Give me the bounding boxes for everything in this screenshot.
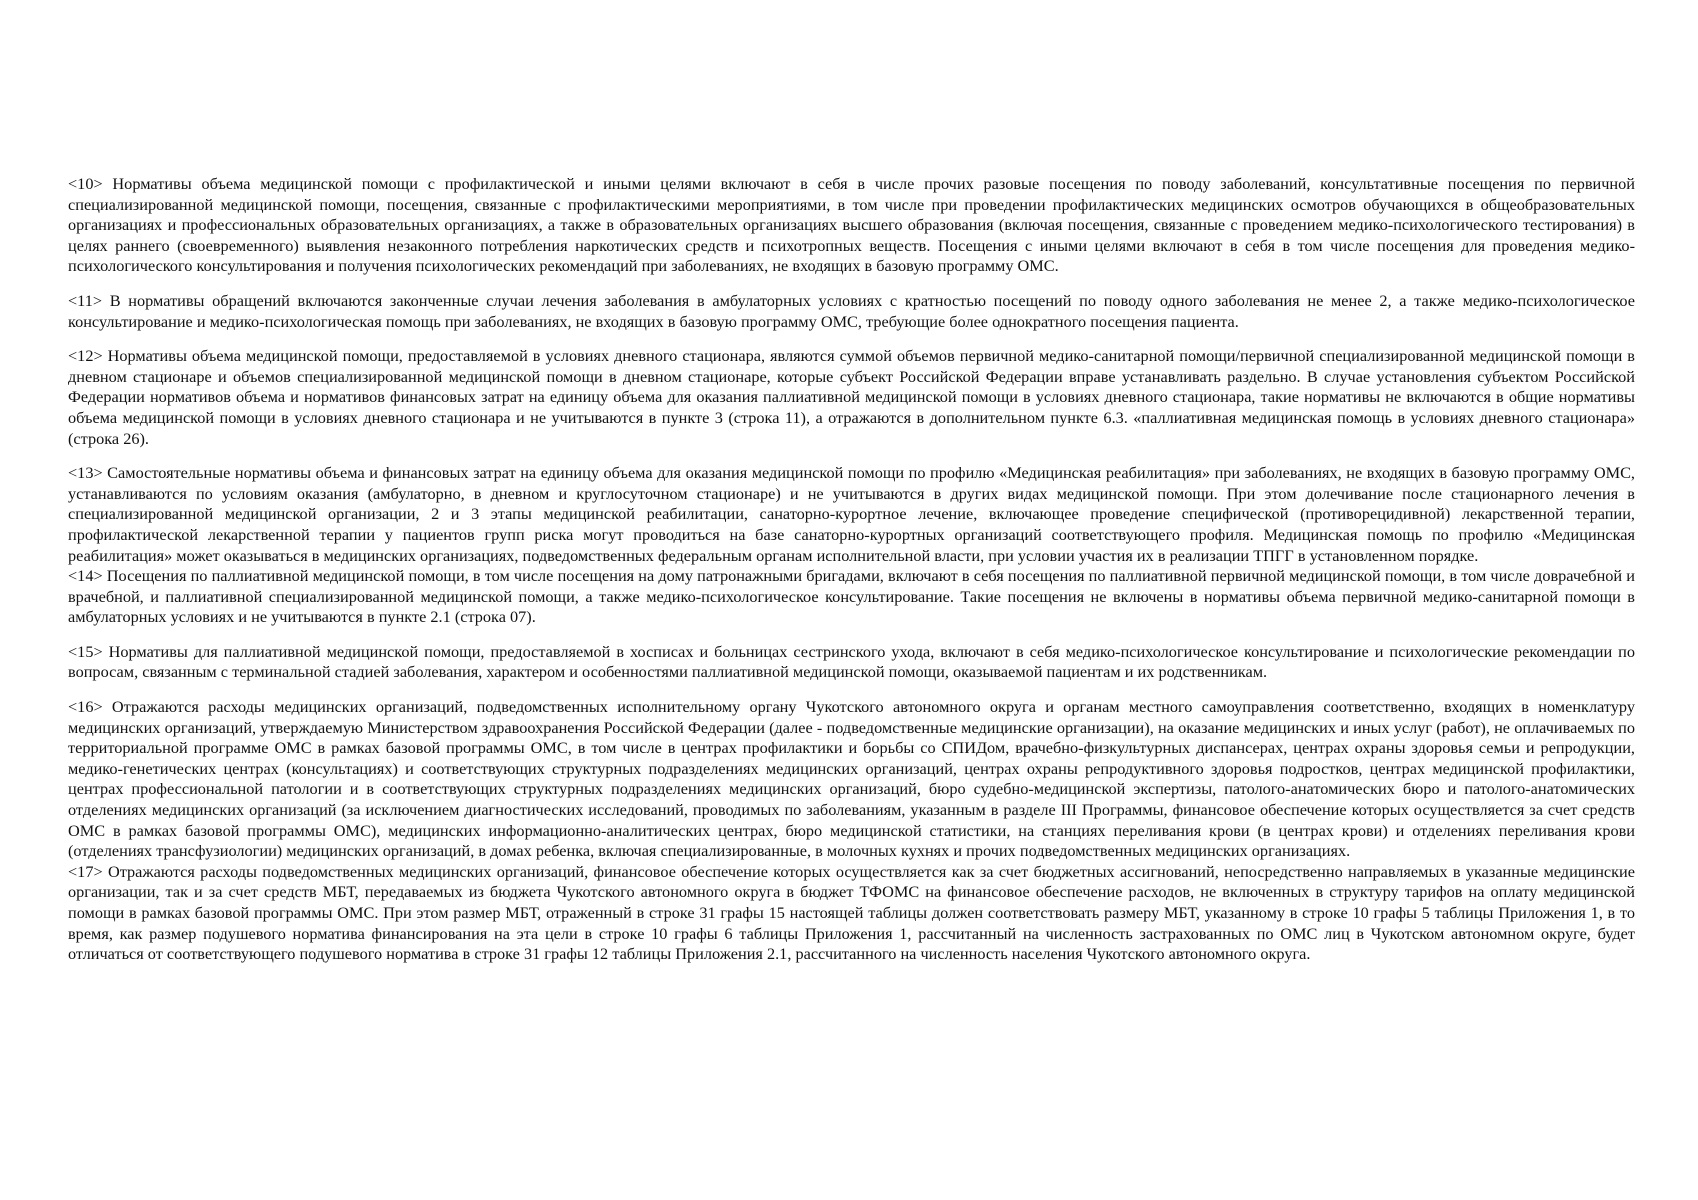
footnote-12: <12> Нормативы объема медицинской помощи, предоставляемой в условиях дневного стационара, являются суммой объемов первичной медико-санитарной помощи/первичной специализированной медицинской помощи в дневном стационаре и объемов специализированной медицинской помощи в дневном стационаре, которые субъект Российской Федерации вправе устанавливать раздельно. В случае установления субъектом Российской Федерации нормативов объема и нормативов финансовых затрат на единицу объема для оказания паллиативной медицинской помощи в условиях дневного стационара, такие нормативы не включаются в общие нормативы объема медицинской помощи в условиях дневного стационара и не учитываются в пункте 3 (строка 11), а отражаются в дополнительном пункте 6.3. «паллиативная медицинская помощь в условиях дневного стационара» (строка 26). bbox=[68, 346, 1635, 448]
footnotes-page bbox=[68, 174, 1635, 965]
footnote-13: <13> Самостоятельные нормативы объема и финансовых затрат на единицу объема для оказания медицинской помощи по профилю «Медицинская реабилитация» при заболеваниях, не входящих в базовую программу ОМС, устанавливаются по условиям оказания (амбулаторно, в дневном и круглосуточном стационаре) и не учитываются в других видах медицинской помощи. При этом долечивание после стационарного лечения в специализированной медицинской организации, 2 и 3 этапы медицинской реабилитации, санаторно-курортное лечение, включающее проведение специфической (противорецидивной) лекарственной терапии, профилактической лекарственной терапии у пациентов групп риска могут проводиться на базе санаторно-курортных организаций соответствующего профиля. Медицинская помощь по профилю «Медицинская реабилитация» может оказываться в медицинских организациях, подведомственных федеральным органам исполнительной власти, при условии участия их в реализации ТПГГ в установленном порядке. bbox=[68, 463, 1635, 565]
footnote-11: <11> В нормативы обращений включаются законченные случаи лечения заболевания в амбулаторных условиях с кратностью посещений по поводу одного заболевания не менее 2, а также медико-психологическое консультирование и медико-психологическая помощь при заболеваниях, не входящих в базовую программу ОМС, требующие более однократного посещения пациента. bbox=[68, 290, 1635, 331]
footnote-16: <16> Отражаются расходы медицинских организаций, подведомственных исполнительному органу Чукотского автономного округа и органам местного самоуправления соответственно, входящих в номенклатуру медицинских организаций, утверждаемую Министерством здравоохранения Российской Федерации (далее - подведомственные медицинские организации), на оказание медицинских и иных услуг (работ), не оплачиваемых по территориальной программе ОМС в рамках базовой программы ОМС, в том числе в центрах профилактики и борьбы со СПИДом, врачебно-физкультурных диспансерах, центрах охраны здоровья семьи и репродукции, медико-генетических центрах (консультациях) и соответствующих структурных подразделениях медицинских организаций, центрах охраны репродуктивного здоровья подростков, центрах медицинской профилактики, центрах профессиональной патологии и в соответствующих структурных подразделениях медицинских организаций, бюро судебно-медицинской экспертизы, патолого-анатомических бюро и патолого-анатомических отделениях медицинских организаций (за исключением диагностических исследований, проводимых по заболеваниям, указанным в разделе III Программы, финансовое обеспечение которых осуществляется за счет средств ОМС в рамках базовой программы ОМС), медицинских информационно-аналитических центрах, бюро медицинской статистики, на станциях переливания крови (в центрах крови) и отделениях переливания крови (отделениях трансфузиологии) медицинских организаций, в домах ребенка, включая специализированные, в молочных кухнях и прочих подведомственных медицинских организациях. bbox=[68, 697, 1635, 861]
footnote-10: <10> Нормативы объема медицинской помощи с профилактической и иными целями включают в себя в числе прочих разовые посещения по поводу заболеваний, консультативные посещения по первичной специализированной медицинской помощи, посещения, связанные с профилактическими мероприятиями, в том числе при проведении профилактических медицинских осмотров обучающихся в общеобразовательных организациях и профессиональных образовательных организациях, а также в образовательных организациях высшего образования (включая посещения, связанные с проведением медико-психологического тестирования) в целях раннего (своевременного) выявления незаконного потребления наркотических средств и психотропных веществ. Посещения с иными целями включают в себя в том числе посещения для проведения медико-психологического консультирования и получения психологических рекомендаций при заболеваниях, не входящих в базовую программу ОМС. bbox=[68, 174, 1635, 276]
footnote-14: <14> Посещения по паллиативной медицинской помощи, в том числе посещения на дому патронажными бригадами, включают в себя посещения по паллиативной первичной медицинской помощи, в том числе доврачебной и врачебной, и паллиативной специализированной медицинской помощи, а также медико-психологическое консультирование. Такие посещения не включены в нормативы объема первичной медико-санитарной помощи в амбулаторных условиях и не учитываются в пункте 2.1 (строка 07). bbox=[68, 566, 1635, 627]
footnote-15: <15> Нормативы для паллиативной медицинской помощи, предоставляемой в хосписах и больницах сестринского ухода, включают в себя медико-психологическое консультирование и психологические рекомендации по вопросам, связанным с терминальной стадией заболевания, характером и особенностями паллиативной медицинской помощи, оказываемой пациентам и их родственникам. bbox=[68, 641, 1635, 682]
footnote-17: <17> Отражаются расходы подведомственных медицинских организаций, финансовое обеспечение которых осуществляется как за счет бюджетных ассигнований, непосредственно направляемых в указанные медицинские организации, так и за счет средств МБТ, передаваемых из бюджета Чукотского автономного округа в бюджет ТФОМС на финансовое обеспечение расходов, не включенных в структуру тарифов на оплату медицинской помощи в рамках базовой программы ОМС. При этом размер МБТ, отраженный в строке 31 графы 15 настоящей таблицы должен соответствовать размеру МБТ, указанному в строке 10 графы 5 таблицы Приложения 1, в то время, как размер подушевого норматива финансирования на эта цели в строке 10 графы 6 таблицы Приложения 1, рассчитанный на численность застрахованных по ОМС лиц в Чукотском автономном округе, будет отличаться от соответствующего подушевого норматива в строке 31 графы 12 таблицы Приложения 2.1, рассчитанного на численность населения Чукотского автономного округа. bbox=[68, 861, 1635, 964]
